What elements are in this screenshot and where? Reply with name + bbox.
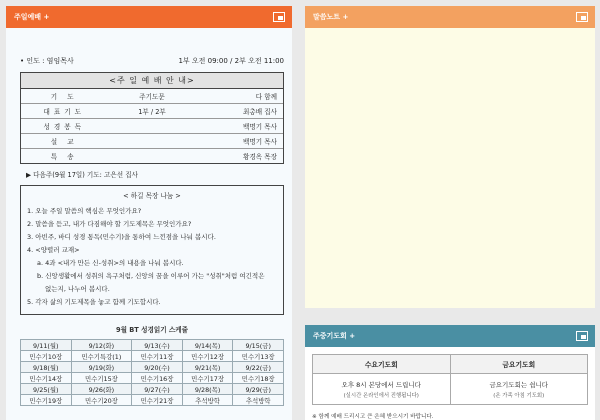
schedule-reading: 추석방학 <box>182 395 233 406</box>
service-part <box>107 119 196 134</box>
reading-schedule-table <box>20 339 284 406</box>
service-row <box>21 89 283 104</box>
sermon-notes-header[interactable] <box>305 6 595 28</box>
service-role: 대표기도 <box>21 104 107 119</box>
discussion-title: < 하길 목장 나눔 > <box>123 192 181 200</box>
service-row <box>21 149 283 164</box>
prayer-note: ※ 함께 예배 드리시고 큰 은혜 받으시기 바랍니다. <box>312 414 434 420</box>
sermon-notes-title: 말씀노트 + <box>313 13 349 21</box>
schedule-date: 9/19(화) <box>71 362 132 373</box>
schedule-reading: 민수기15장 <box>71 373 132 384</box>
schedule-date: 9/18(월) <box>21 362 72 373</box>
right-column <box>305 6 595 420</box>
service-order-box <box>20 72 284 164</box>
sub-question-b: b. 신앙생활에서 성취의 욕구처럼, 신앙의 꿈을 이루어 가는 "성취"처럼 여긴적은 <box>37 272 265 280</box>
service-order-table <box>21 89 283 163</box>
schedule-reading: 민수기18장 <box>233 373 284 384</box>
preacher-text: • 인도 : 염임목사 <box>20 57 74 65</box>
schedule-date: 9/28(목) <box>182 384 233 395</box>
friday-prayer-sub: (온 가족 아침 기도회) <box>493 393 545 399</box>
service-order-title: <주 일 예 배 안 내> <box>21 73 283 89</box>
schedule-date: 9/25(월) <box>21 384 72 395</box>
question-3: 3. 아빈주, 바디 성경 통독(민수기)을 통하여 느낀점을 나눠 봅시다. <box>27 233 216 241</box>
wednesday-prayer <box>313 355 450 404</box>
schedule-reading: 민수기17장 <box>182 373 233 384</box>
schedule-reading: 민수기특강(1) <box>71 351 132 362</box>
worship-header[interactable] <box>6 6 292 28</box>
schedule-date-row <box>21 340 284 351</box>
schedule-date-row <box>21 362 284 373</box>
service-info-row <box>20 56 284 66</box>
service-part: 1부 / 2부 <box>107 104 196 119</box>
schedule-reading: 민수기19장 <box>21 395 72 406</box>
sub-question-b-cont: 없는지, 나누어 봅시다. <box>45 285 110 293</box>
service-part <box>107 149 196 164</box>
service-times: 1부 오전 09:00 / 2부 오전 11:00 <box>178 57 284 65</box>
service-row <box>21 104 283 119</box>
schedule-reading: 민수기21장 <box>132 395 183 406</box>
service-role: 특 송 <box>50 153 78 161</box>
friday-prayer <box>450 355 588 404</box>
question-2: 2. 말씀을 듣고, 내가 다짐해야 할 기도제목은 무엇인가요? <box>27 220 192 228</box>
schedule-date: 9/26(화) <box>71 384 132 395</box>
schedule-date: 9/27(수) <box>132 384 183 395</box>
schedule-date: 9/29(금) <box>233 384 284 395</box>
service-who: 황경옥 목장 <box>243 153 277 161</box>
service-role: 성경봉독 <box>21 119 107 134</box>
service-role: 설 교 <box>21 134 107 149</box>
schedule-reading: 민수기12장 <box>182 351 233 362</box>
expand-icon[interactable] <box>576 331 588 341</box>
service-who: 백명기 목사 <box>197 119 283 134</box>
service-role: 기 도 <box>21 89 107 104</box>
worship-panel <box>6 6 292 420</box>
schedule-date: 9/15(금) <box>233 340 284 351</box>
schedule-reading-row <box>21 373 284 384</box>
schedule-date: 9/21(목) <box>182 362 233 373</box>
service-part: 주기도문 <box>107 89 196 104</box>
schedule-date: 9/12(화) <box>71 340 132 351</box>
schedule-date: 9/14(목) <box>182 340 233 351</box>
question-5: 5. 각자 삶의 기도제목을 놓고 함께 기도합시다. <box>27 298 161 306</box>
expand-icon[interactable] <box>576 12 588 22</box>
sermon-notes-area[interactable] <box>305 28 595 308</box>
schedule-date: 9/11(월) <box>21 340 72 351</box>
service-part <box>107 134 196 149</box>
prayer-meeting-grid <box>312 354 588 405</box>
schedule-reading: 민수기13장 <box>233 351 284 362</box>
worship-header-title: 주일예배 + <box>14 13 50 21</box>
schedule-reading: 민수기14장 <box>21 373 72 384</box>
service-row <box>21 119 283 134</box>
service-who: 백명기 목사 <box>197 134 283 149</box>
weekday-prayer-body <box>305 347 595 420</box>
wednesday-prayer-title: 수요기도회 <box>313 355 450 374</box>
service-who: 최총배 집사 <box>197 104 283 119</box>
schedule-reading: 민수기20장 <box>71 395 132 406</box>
schedule-reading-row <box>21 395 284 406</box>
schedule-reading: 추석방학 <box>233 395 284 406</box>
schedule-reading: 민수기11장 <box>132 351 183 362</box>
question-4: 4. <양렬러 교재> <box>27 246 80 254</box>
schedule-title: 9월 BT 성경읽기 스케쥴 <box>116 326 188 334</box>
schedule-reading-row <box>21 351 284 362</box>
schedule-date-row <box>21 384 284 395</box>
service-who: 다 함께 <box>197 89 283 104</box>
service-row <box>21 134 283 149</box>
schedule-reading: 민수기10장 <box>21 351 72 362</box>
friday-prayer-info: 금요기도회는 쉽니다 <box>489 381 549 389</box>
sub-question-a: a. 4과 <내가 만든 신-성취>의 내용을 나눠 봅시다. <box>37 259 184 267</box>
weekday-prayer-header[interactable] <box>305 325 595 347</box>
question-1: 1. 오늘 주일 말씀의 핵심은 무엇인가요? <box>27 207 142 215</box>
schedule-date: 9/22(금) <box>233 362 284 373</box>
schedule-date: 9/13(수) <box>132 340 183 351</box>
schedule-date: 9/20(수) <box>132 362 183 373</box>
schedule-reading: 민수기16장 <box>132 373 183 384</box>
friday-prayer-title: 금요기도회 <box>451 355 588 374</box>
expand-icon[interactable] <box>273 12 285 22</box>
weekday-prayer-title: 주중기도회 + <box>313 332 356 340</box>
discussion-box <box>20 185 284 315</box>
wednesday-prayer-info: 오후 8시 본당에서 드립니다 <box>341 381 421 389</box>
wednesday-prayer-sub: (실시간 온라인에서 진행됩니다) <box>343 393 419 399</box>
next-week-prayer: ▶ 다음주(9월 17일) 기도: 고은선 집사 <box>26 171 138 179</box>
